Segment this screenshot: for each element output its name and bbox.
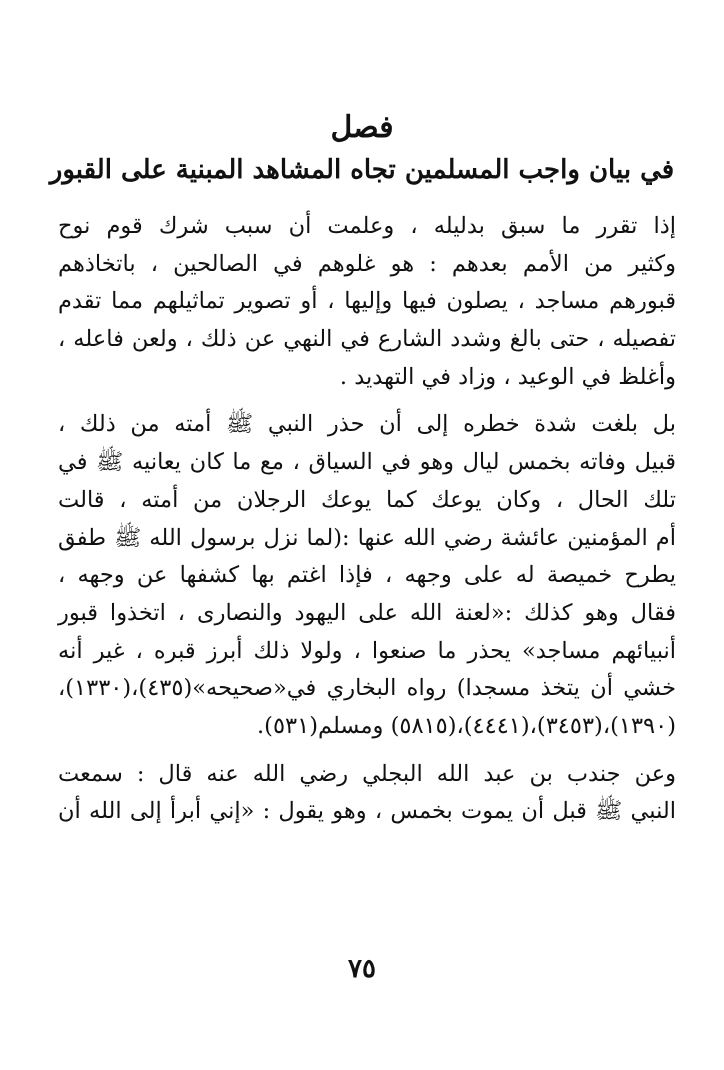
section-subtitle: في بيان واجب المسلمين تجاه المشاهد المبنية على القبور <box>49 155 675 185</box>
page-number: ٧٥ <box>348 954 376 984</box>
paragraph-2 <box>58 406 676 745</box>
text-line: النبي ﷺ قبل أن يموت بخمس ، وهو يقول : «إني أبرأ إلى الله أن <box>58 798 676 825</box>
text-line: فقال وهو كذلك :«لعنة الله على اليهود والنصارى ، اتخذوا قبور <box>58 599 676 626</box>
text-line: يطرح خميصة له على وجهه ، فإذا اغتم بها كشفها عن وجهه ، <box>58 562 676 589</box>
paragraph-3 <box>58 756 676 831</box>
text-line: قبيل وفاته بخمس ليال وهو في السياق ، مع ما كان يعانيه ﷺ في <box>58 449 676 476</box>
text-line: بل بلغت شدة خطره إلى أن حذر النبي ﷺ أمته من ذلك ، <box>58 411 676 438</box>
text-line: خشي أن يتخذ مسجدا) رواه البخاري في«صحيحه»(٤٣٥)،(١٣٣٠)، <box>58 675 676 702</box>
text-line: أنبيائهم مساجد» يحذر ما صنعوا ، ولولا ذلك أبرز قبره ، غير أنه <box>58 637 676 664</box>
text-line: تفصيله ، حتى بالغ وشدد الشارع في النهي عن ذلك ، ولعن فاعله ، <box>58 326 676 353</box>
text-line: وعن جندب بن عبد الله البجلي رضي الله عنه قال : سمعت <box>58 760 676 787</box>
text-line: إذا تقرر ما سبق بدليله ، وعلمت أن سبب شرك قوم نوح <box>58 213 676 239</box>
text-line: وكثير من الأمم بعدهم : هو غلوهم في الصالحين ، باتخاذهم <box>58 250 676 277</box>
body-text <box>58 208 676 831</box>
text-line: أم المؤمنين عائشة رضي الله عنها :(لما نزل برسول الله ﷺ طفق <box>58 524 676 551</box>
section-heading: فصل <box>330 110 394 145</box>
text-line: (١٣٩٠)،(٣٤٥٣)،(٤٤٤١)،(٥٨١٥) ومسلم(٥٣١). <box>257 712 676 739</box>
paragraph-1 <box>58 208 676 396</box>
text-line: قبورهم مساجد ، يصلون فيها وإليها ، أو تصوير تماثيلهم مما تقدم <box>58 288 676 315</box>
text-line: تلك الحال ، وكان يوعك كما يوعك الرجلان من أمته ، قالت <box>58 486 676 513</box>
text-line: وأغلظ في الوعيد ، وزاد في التهديد . <box>339 363 676 390</box>
